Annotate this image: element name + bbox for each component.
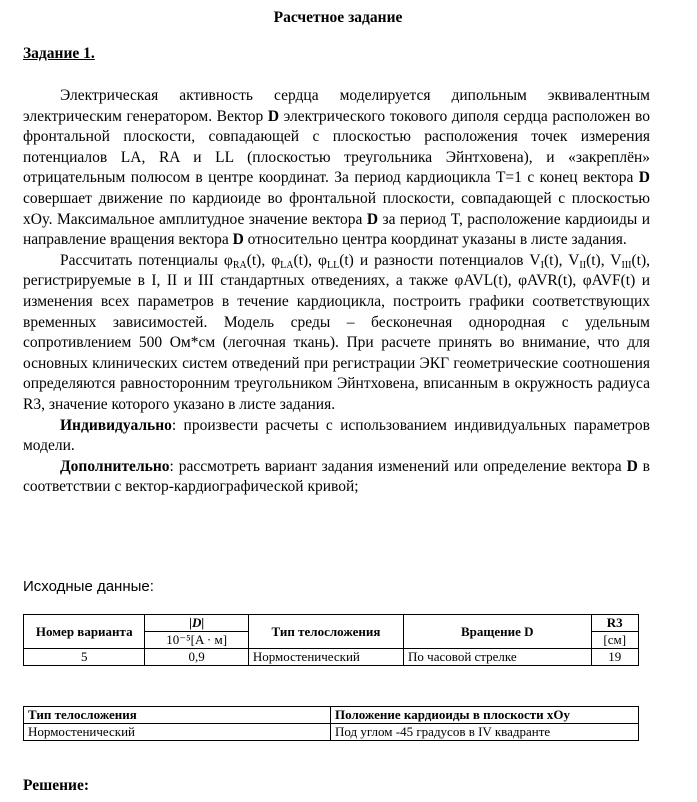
d-abs-label: |D|: [189, 615, 205, 630]
individual-label: Индивидуально: [60, 416, 172, 434]
table-row: [24, 649, 639, 666]
individual-text: : произвести расчеты с использованием индивидуальных параметров модели.: [23, 416, 650, 455]
cell-rotation: По часовой стрелке: [404, 649, 591, 666]
vector-d: D: [267, 107, 280, 125]
cell-body-type-2: Нормостенический: [24, 724, 331, 741]
cell-variant: 5: [24, 649, 145, 666]
additional-label: Дополнительно: [60, 457, 170, 475]
subscript-iii: III: [621, 259, 632, 271]
header-d-unit: 10⁻⁵[A · м]: [145, 632, 248, 649]
para2-text: (t), φ: [293, 251, 327, 269]
subscript-ii: II: [579, 259, 587, 271]
vector-d: D: [638, 169, 650, 187]
header-variant: Номер варианта: [24, 615, 145, 649]
table-row: [24, 724, 639, 741]
page-title: Расчетное задание: [273, 9, 403, 26]
header-body-type: Тип телосложения: [248, 615, 403, 649]
header-r3-unit: [см]: [591, 632, 639, 649]
header-position: Положение кардиоиды в плоскости xOy: [331, 707, 639, 724]
vector-d: D: [366, 210, 379, 228]
para2-text: (t), V: [543, 251, 580, 269]
para1-b: электрического токового диполя сердца расположен во фронтальной плоскости, совпадающей с плоскостью расположения точек измерения потенциалов LA, RA и LL (плоскостью треугольника Эйнтховена), и «закреплён» отрицательным полюсом в центре координат. За период кардиоцикла T=1 с конец вектора: [23, 107, 650, 187]
vector-d: D: [232, 231, 244, 249]
header-d-abs: [145, 615, 248, 632]
additional-text-a: : рассмотреть вариант задания изменений или определение вектора: [169, 457, 627, 475]
cell-d: 0,9: [145, 649, 248, 666]
task-heading: Задание 1.: [23, 45, 95, 62]
subscript-ll: LL: [326, 259, 340, 271]
additional-text-b: в соответствии с вектор-кардиографической кривой;: [23, 457, 650, 496]
para2-a: Рассчитать потенциалы φ: [60, 251, 233, 269]
para1-d: за период T, расположение кардиоиды и направление вращения вектора: [23, 210, 650, 249]
source-data-label: Исходные данные:: [23, 578, 154, 595]
paragraph-individual: [23, 416, 650, 457]
header-rotation: [404, 615, 591, 649]
para2-text: (t), регистрируемые в I, II и III стандартных отведениях, а также φAVL(t), φAVR(t), φAVF(t) и изменения всех параметров в течение кардиоцикла, построить графики соответствующих временных зависимостей. Модель среды – бесконечная однородная с удельным сопротивлением 500 Ом*см (легочная ткань). При расчете принять во внимание, что для основных клинических систем отведений при регистрации ЭКГ геометрические соотношения определяются равносторонним треугольником Эйнтховена, вписанным в окружность радиуса R3, значение которого указано в листе задания.: [23, 251, 651, 413]
para2-text: (t), V: [586, 251, 622, 269]
solution-label: Решение:: [23, 777, 90, 794]
header-body-type-2: Тип телосложения: [24, 707, 331, 724]
subscript-i: I: [540, 259, 544, 271]
parameters-table: [23, 614, 639, 666]
paragraph-2: [23, 251, 650, 416]
rotation-label: Вращение D: [461, 623, 534, 639]
para1-c: совершает движение по кардиоиде во фронтальной плоскости, совпадающей с плоскостью xOy. Максимальное амплитудное значение вектора: [23, 189, 650, 228]
paragraph-1: [23, 86, 650, 251]
cell-position: Под углом -45 градусов в IV квадранте: [331, 724, 639, 741]
para1-e: относительно центра координат указаны в листе задания.: [243, 231, 627, 249]
para2-text: (t) и разности потенциалов V: [339, 251, 541, 269]
subscript-ra: RA: [232, 259, 247, 271]
cell-body-type: Нормостенический: [248, 649, 403, 666]
subscript-la: LA: [280, 259, 294, 271]
cell-r3: 19: [591, 649, 639, 666]
task-body: [23, 86, 650, 498]
para1-a: Электрическая активность сердца моделируется дипольным эквивалентным электрическим генератором. Вектор: [23, 87, 650, 125]
cardioid-table: [23, 706, 639, 741]
paragraph-additional: [23, 457, 650, 498]
header-r3: R3: [591, 615, 639, 632]
vector-d: D: [626, 457, 638, 475]
para2-text: (t), φ: [246, 251, 281, 269]
